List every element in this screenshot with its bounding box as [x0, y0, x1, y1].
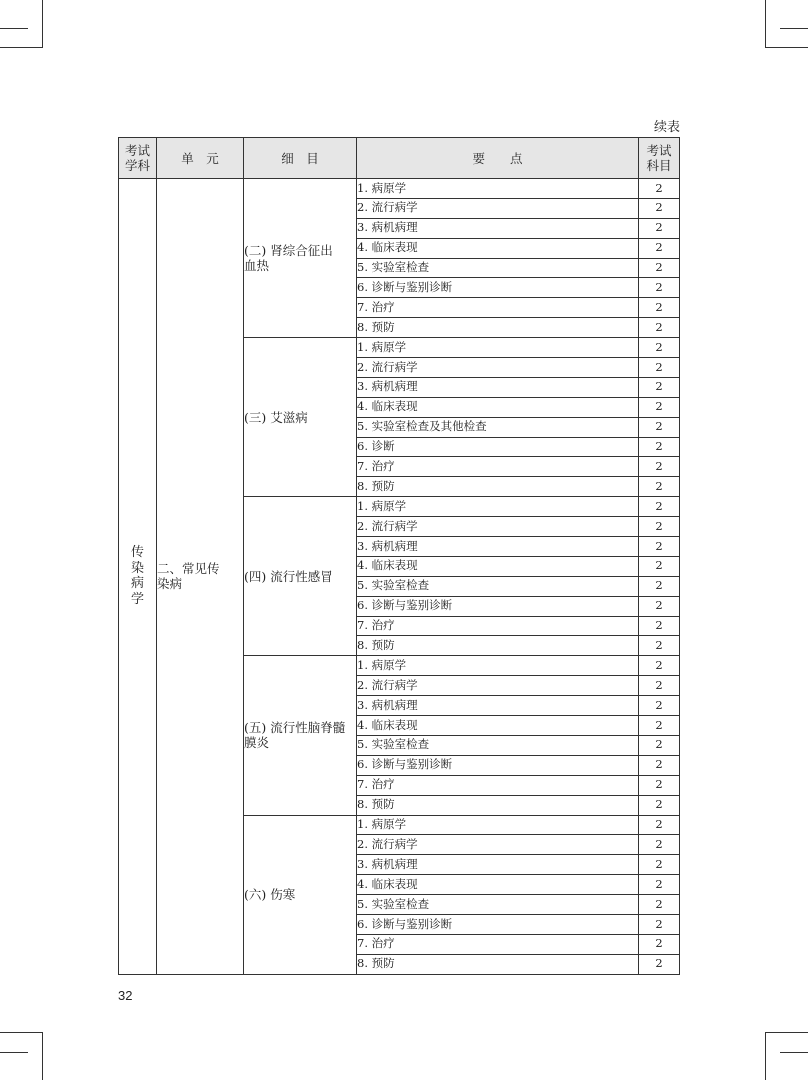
- point-cell: 5. 实验室检查: [357, 258, 639, 278]
- level-cell: 2: [639, 258, 680, 278]
- point-cell: 1. 病原学: [357, 497, 639, 517]
- point-cell: 8. 预防: [357, 318, 639, 338]
- header-unit: 单 元: [157, 138, 244, 179]
- point-cell: 7. 治疗: [357, 457, 639, 477]
- level-cell: 2: [639, 914, 680, 934]
- point-cell: 1. 病原学: [357, 815, 639, 835]
- point-cell: 3. 病机病理: [357, 218, 639, 238]
- point-cell: 6. 诊断与鉴别诊断: [357, 914, 639, 934]
- level-cell: 2: [639, 238, 680, 258]
- point-cell: 5. 实验室检查: [357, 735, 639, 755]
- level-cell: 2: [639, 358, 680, 378]
- point-cell: 7. 治疗: [357, 934, 639, 954]
- point-cell: 6. 诊断与鉴别诊断: [357, 755, 639, 775]
- point-cell: 5. 实验室检查: [357, 576, 639, 596]
- point-cell: 8. 预防: [357, 795, 639, 815]
- item-text: (四) 流行性感冒: [244, 568, 333, 584]
- level-cell: 2: [639, 198, 680, 218]
- level-cell: 2: [639, 397, 680, 417]
- crop-mark: [765, 1032, 808, 1033]
- level-cell: 2: [639, 517, 680, 537]
- unit-text: 二、常见传 染病: [157, 561, 220, 592]
- crop-mark: [780, 28, 808, 29]
- crop-mark: [0, 47, 43, 48]
- level-cell: 2: [639, 795, 680, 815]
- point-cell: 1. 病原学: [357, 179, 639, 199]
- point-cell: 3. 病机病理: [357, 537, 639, 557]
- point-cell: 5. 实验室检查: [357, 895, 639, 915]
- subject-text: 传 染 病 学: [130, 545, 144, 607]
- point-cell: 3. 病机病理: [357, 855, 639, 875]
- item-text: (三) 艾滋病: [244, 409, 308, 425]
- item-cell: [244, 338, 357, 497]
- point-cell: 4. 临床表现: [357, 397, 639, 417]
- syllabus-table: [118, 137, 680, 975]
- item-cell: [244, 497, 357, 656]
- point-cell: 2. 流行病学: [357, 676, 639, 696]
- level-cell: 2: [639, 855, 680, 875]
- subject-cell: [119, 179, 157, 975]
- level-cell: 2: [639, 556, 680, 576]
- item-cell: [244, 815, 357, 974]
- point-cell: 8. 预防: [357, 477, 639, 497]
- level-cell: 2: [639, 417, 680, 437]
- crop-mark: [0, 1052, 28, 1053]
- table-body: [119, 179, 680, 975]
- point-cell: 2. 流行病学: [357, 358, 639, 378]
- item-text: (六) 伤寒: [244, 887, 296, 903]
- point-cell: 7. 治疗: [357, 775, 639, 795]
- level-cell: 2: [639, 596, 680, 616]
- point-cell: 6. 诊断与鉴别诊断: [357, 278, 639, 298]
- item-cell: [244, 656, 357, 815]
- level-cell: 2: [639, 895, 680, 915]
- level-cell: 2: [639, 318, 680, 338]
- level-cell: 2: [639, 735, 680, 755]
- level-cell: 2: [639, 716, 680, 736]
- crop-mark: [765, 0, 766, 48]
- level-cell: 2: [639, 775, 680, 795]
- level-cell: 2: [639, 815, 680, 835]
- point-cell: 7. 治疗: [357, 298, 639, 318]
- level-cell: 2: [639, 278, 680, 298]
- crop-mark: [0, 1032, 43, 1033]
- crop-mark: [765, 47, 808, 48]
- level-cell: 2: [639, 497, 680, 517]
- point-cell: 2. 流行病学: [357, 517, 639, 537]
- level-cell: 2: [639, 218, 680, 238]
- point-cell: 2. 流行病学: [357, 835, 639, 855]
- point-cell: 6. 诊断与鉴别诊断: [357, 596, 639, 616]
- continued-label: 续表: [653, 120, 680, 135]
- level-cell: 2: [639, 537, 680, 557]
- level-cell: 2: [639, 338, 680, 358]
- level-cell: 2: [639, 298, 680, 318]
- table-row: [119, 179, 680, 199]
- level-cell: 2: [639, 934, 680, 954]
- page-number: 32: [118, 988, 133, 1003]
- point-cell: 6. 诊断: [357, 437, 639, 457]
- header-subject: 考试 学科: [119, 138, 157, 179]
- level-cell: 2: [639, 875, 680, 895]
- level-cell: 2: [639, 696, 680, 716]
- level-cell: 2: [639, 676, 680, 696]
- header-points: 要 点: [357, 138, 639, 179]
- crop-mark: [42, 1032, 43, 1080]
- point-cell: 5. 实验室检查及其他检查: [357, 417, 639, 437]
- point-cell: 4. 临床表现: [357, 875, 639, 895]
- table-header-row: [119, 138, 680, 179]
- header-level: 考试 科目: [639, 138, 680, 179]
- header-item: 细 目: [244, 138, 357, 179]
- point-cell: 1. 病原学: [357, 338, 639, 358]
- level-cell: 2: [639, 656, 680, 676]
- crop-mark: [765, 1032, 766, 1080]
- level-cell: 2: [639, 179, 680, 199]
- level-cell: 2: [639, 954, 680, 974]
- item-text: (五) 流行性脑脊髓 膜炎: [244, 720, 346, 751]
- point-cell: 8. 预防: [357, 954, 639, 974]
- crop-mark: [0, 28, 28, 29]
- level-cell: 2: [639, 835, 680, 855]
- point-cell: 7. 治疗: [357, 616, 639, 636]
- level-cell: 2: [639, 576, 680, 596]
- level-cell: 2: [639, 755, 680, 775]
- level-cell: 2: [639, 377, 680, 397]
- point-cell: 2. 流行病学: [357, 198, 639, 218]
- point-cell: 3. 病机病理: [357, 696, 639, 716]
- level-cell: 2: [639, 477, 680, 497]
- point-cell: 1. 病原学: [357, 656, 639, 676]
- point-cell: 3. 病机病理: [357, 377, 639, 397]
- point-cell: 4. 临床表现: [357, 716, 639, 736]
- point-cell: 8. 预防: [357, 636, 639, 656]
- unit-cell: [157, 179, 244, 975]
- item-cell: [244, 179, 357, 338]
- crop-mark: [780, 1052, 808, 1053]
- level-cell: 2: [639, 437, 680, 457]
- level-cell: 2: [639, 636, 680, 656]
- point-cell: 4. 临床表现: [357, 556, 639, 576]
- crop-mark: [42, 0, 43, 48]
- point-cell: 4. 临床表现: [357, 238, 639, 258]
- level-cell: 2: [639, 616, 680, 636]
- level-cell: 2: [639, 457, 680, 477]
- item-text: (二) 肾综合征出 血热: [244, 243, 333, 274]
